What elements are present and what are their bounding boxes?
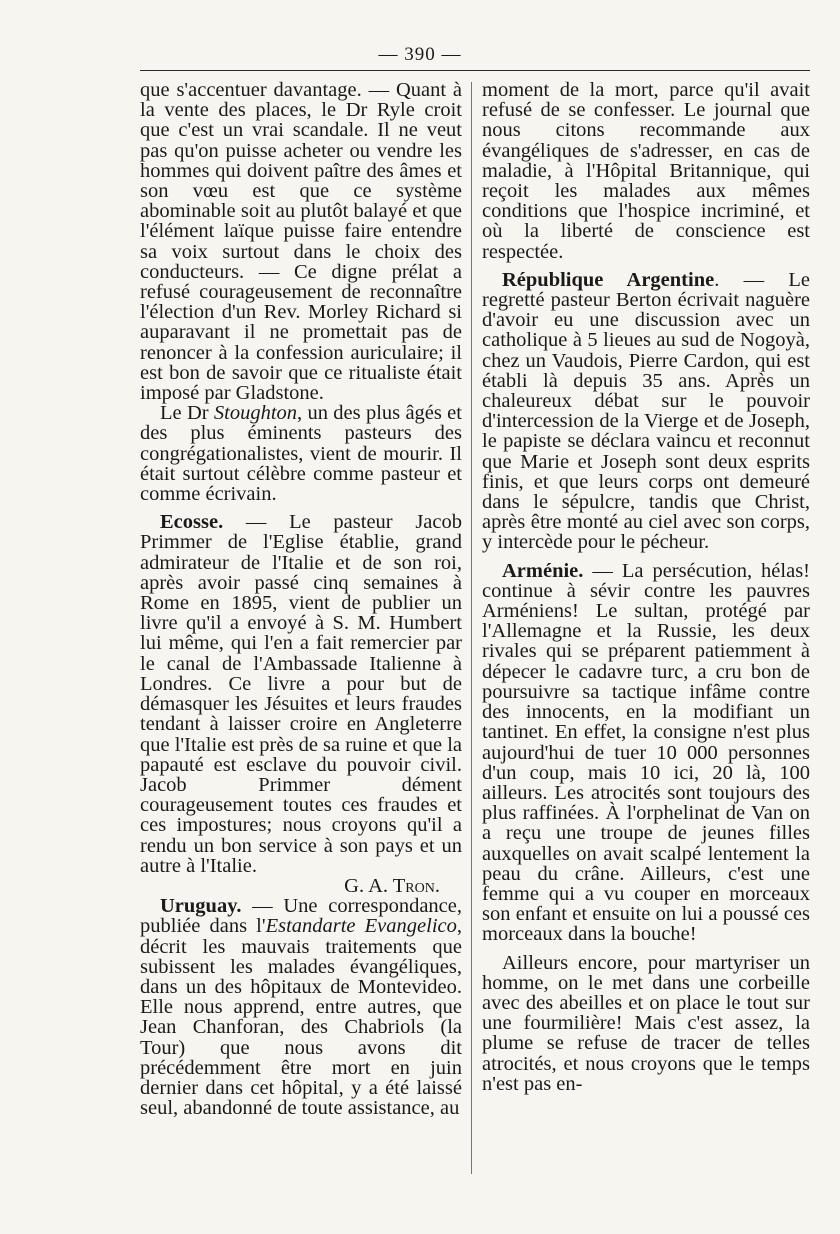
- journal-title: Estandarte Evangelico: [265, 915, 457, 938]
- section-heading-ecosse: Ecosse.: [160, 511, 224, 534]
- text-body: — Le pasteur Jacob Primmer de l'Eglise établie, grand admirateur de l'Italie et de son roi, après avoir passé cinq semaines à Rome en 1895, vient de publier un livre qu'il a envoyé à S. M. Humbert lui même, qui l'en a fait remercier par le canal de l'Ambassade Italienne à Londres. Ce livre a pour but de démasquer les Jésuites et leurs fraudes tendant à laisser croire en Angleterre que l'Italie est près de sa ruine et que la papauté est esclave du pouvoir civil. Jacob Primmer dément courageusement toutes ces fraudes et ces impostures; nous croyons qu'il a rendu un bon service à son pays et un autre à l'Italie.: [140, 511, 462, 877]
- left-column: [140, 80, 462, 1118]
- paragraph-ailleurs: Ailleurs encore, pour martyriser un homme, on le met dans une corbeille avec des abeilles et on place le tout sur une fourmilière! Mais c'est assez, la plume se refuse de tracer de telles atrocités, et nous croyons que le temps n'est pas en-: [482, 951, 810, 1095]
- paragraph-argentine: [482, 270, 810, 553]
- name-stoughton: Stoughton: [213, 402, 298, 425]
- right-column: [482, 80, 810, 1094]
- paragraph-stoughton: [140, 403, 462, 504]
- section-heading-argentine: République Argentine: [502, 268, 715, 291]
- paragraph-armenie: [482, 561, 810, 945]
- paragraph-uruguay: [140, 896, 462, 1118]
- paragraph-continuation: que s'accentuer davantage. — Quant à la vente des places, le Dr Ryle croit que c'est un vrai scandale. Il ne veut pas qu'on puisse acheter ou vendre les hommes qui doivent paître des âmes et son vœu est que ce système abominable soit au plutôt balayé et que l'élément laïque puisse faire entendre sa voix surtout dans le choix des conducteurs. — Ce digne prélat a refusé courageusement de reconnaître l'élection d'un Rev. Morley Richard si auparavant il ne promettait pas de renoncer à la confession auriculaire; il est bon de savoir que ce ritualiste était imposé par Gladstone.: [140, 79, 462, 405]
- header-rule: [140, 70, 810, 71]
- paragraph-ecosse: [140, 512, 462, 876]
- author-signature: G. A. Tron.: [344, 874, 440, 897]
- text-body: — La persécution, hélas! continue à sévir contre les pauvres Arméniens! Le sultan, protégé par l'Allemagne et la Russie, les deux rivales qui se préparent patiemment à dépecer le cadavre turc, a cru bon de poursuivre sa tactique infâme contre des innocents, en la modifiant un tantinet. En effet, la consigne n'est plus aujourd'hui de tuer 10 000 personnes d'un coup, mais 10 ici, 20 là, 100 ailleurs. Les atrocités sont toujours des plus raffinées. À l'orphelinat de Van on a reçu une troupe de jeunes filles auxquelles on avait scalpé lentement la peau du crâne. Ailleurs, c'est une femme qui a vu couper en morceaux son enfant et ensuite on lui a poussé ces morceaux dans la bouche!: [482, 559, 810, 946]
- text-body: — Une correspondance, publiée dans l': [140, 895, 462, 938]
- column-divider: [471, 82, 472, 1174]
- page-number: — 390 —: [378, 44, 462, 65]
- section-heading-armenie: Arménie.: [502, 559, 584, 582]
- text-body: , décrit les mauvais traitements que subissent les malades évangéliques, dans un des hôpitaux de Montevideo. Elle nous apprend, entre autres, que Jean Chanforan, des Chabriols (la Tour) que nous avons dit précédemment être mort en juin dernier dans cet hôpital, y a été laissé seul, abandonné de toute assistance, au: [140, 915, 462, 1120]
- text-body: . — Le regretté pasteur Berton écrivait naguère d'avoir eu une discussion avec un catholique à 5 lieues au sud de Nogoyà, chez un Vaudois, Pierre Cardon, qui est établi là depuis 35 ans. Après un chaleureux débat sur le pouvoir d'intercession de la Vierge et de Joseph, le papiste se déclara vaincu et reconnut que Marie et Joseph sont deux esprits finis, et que leurs corps ont demeuré dans le sépulcre, tandis que Christ, après être monté au ciel avec son corps, y intercède pour le pécheur.: [482, 268, 810, 554]
- section-heading-uruguay: Uruguay.: [160, 895, 242, 918]
- paragraph-continuation: moment de la mort, parce qu'il avait refusé de se confesser. Le journal que nous citons recommande aux évangéliques de s'adresser, en cas de maladie, à l'Hôpital Britannique, qui reçoit les malades aux mêmes conditions que l'hospice incriminé, et où la liberté de conscience est respectée.: [482, 79, 810, 263]
- text-prefix: Le Dr: [160, 402, 214, 425]
- text-body: , un des plus âgés et des plus éminents pasteurs des congrégationalistes, vient de mourir. Il était surtout célèbre comme pasteur et comme écrivain.: [140, 402, 462, 506]
